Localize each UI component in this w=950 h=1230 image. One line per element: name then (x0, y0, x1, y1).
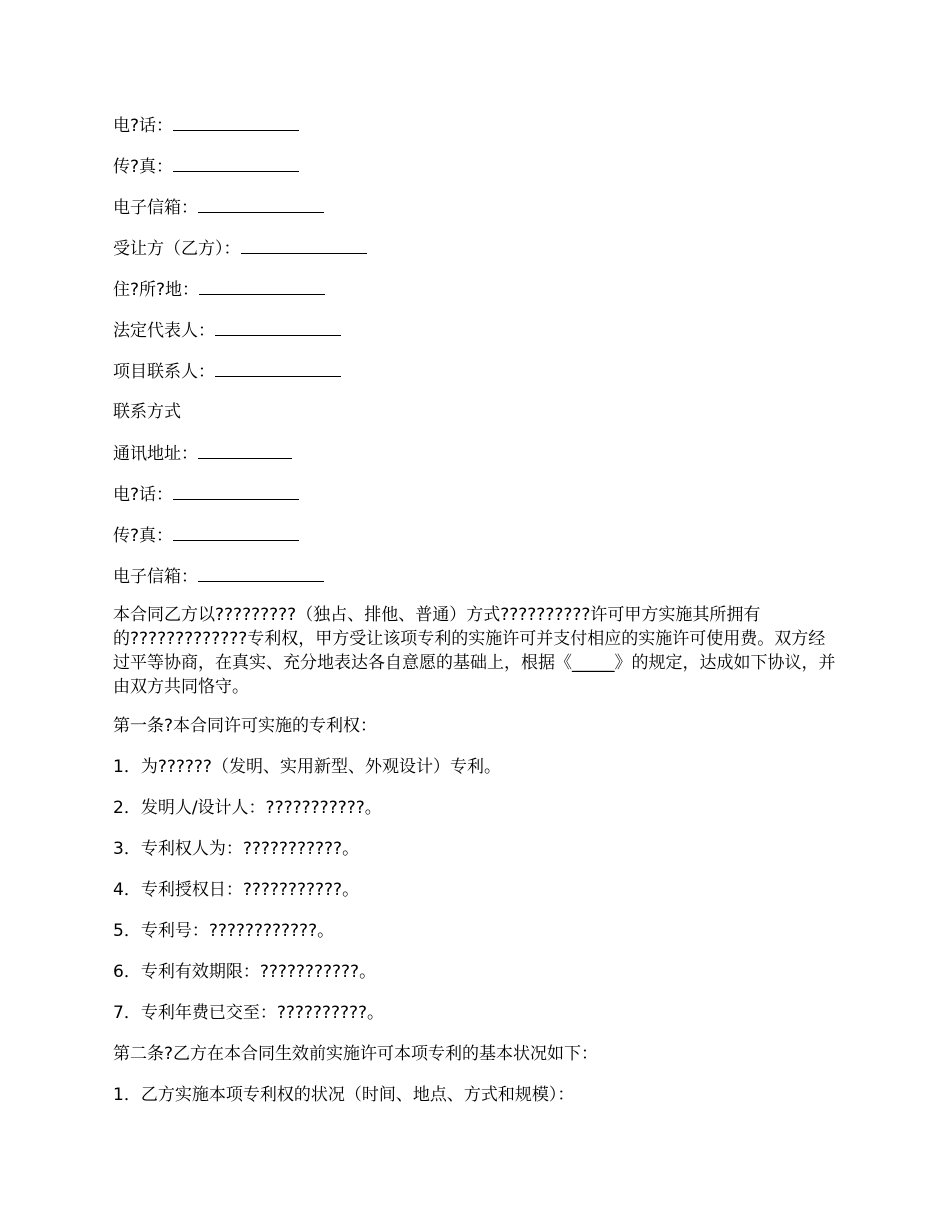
project-contact-blank (215, 359, 341, 377)
mail-address-label: 通讯地址： (113, 444, 198, 464)
party-b-email-line (113, 564, 324, 589)
article-1-item: 4．专利授权日：???????????。 (113, 880, 360, 900)
phone-label: 电?话： (113, 485, 174, 505)
party-b-legal-rep-line (113, 318, 341, 343)
party-b-address-line (113, 277, 325, 302)
party-b-blank (241, 236, 367, 254)
contact-method-heading: 联系方式 (113, 402, 181, 422)
article-1-item: 2．发明人/设计人：???????????。 (113, 798, 382, 818)
party-a-email-line (113, 195, 324, 220)
article-1-item: 1．为??????（发明、实用新型、外观设计）专利。 (113, 757, 501, 777)
party-b-label: 受让方（乙方）： (113, 239, 241, 259)
project-contact-label: 项目联系人： (113, 362, 215, 382)
party-b-fax-line (113, 523, 299, 548)
party-a-phone-line (113, 113, 299, 138)
preamble-paragraph: 本合同乙方以?????????（独占、排他、普通）方式??????????许可甲方实施其所拥有的?????????????专利权，甲方受让该项专利的实施许可并支付相应的实施许可使用费。双方经过平等协商，在真实、充分地表达各自意愿的基础上，根据《_____》的规定，达成如下协议，并由双方共同恪守。 (113, 605, 836, 697)
phone-label: 电?话： (113, 116, 174, 136)
fax-label: 传?真： (113, 157, 174, 177)
phone-blank (173, 482, 299, 500)
article-1-item: 5．专利号：????????????。 (113, 921, 335, 941)
party-a-fax-line (113, 154, 299, 179)
address-label: 住?所?地： (113, 280, 200, 300)
fax-blank (173, 154, 299, 172)
party-b-project-contact-line (113, 359, 341, 384)
email-blank (198, 564, 324, 582)
email-label: 电子信箱： (113, 567, 198, 587)
legal-rep-label: 法定代表人： (113, 321, 215, 341)
article-1-item: 3．专利权人为：???????????。 (113, 839, 360, 859)
fax-label: 传?真： (113, 526, 174, 546)
party-b-phone-line (113, 482, 299, 507)
article-1-item: 6．专利有效期限：???????????。 (113, 962, 377, 982)
address-blank (199, 277, 325, 295)
email-blank (198, 195, 324, 213)
legal-rep-blank (215, 318, 341, 336)
article-1-title: 第一条?本合同许可实施的专利权： (113, 716, 378, 736)
article-2-item: 1．乙方实施本项专利权的状况（时间、地点、方式和规模）： (113, 1085, 575, 1105)
party-b-mail-address-line (113, 441, 292, 466)
mail-address-blank (198, 441, 292, 459)
article-2-title: 第二条?乙方在本合同生效前实施许可本项专利的基本状况如下： (113, 1044, 599, 1064)
email-label: 电子信箱： (113, 198, 198, 218)
article-1-item: 7．专利年费已交至：??????????。 (113, 1003, 385, 1023)
fax-blank (173, 523, 299, 541)
party-b-heading-line (113, 236, 367, 261)
phone-blank (173, 113, 299, 131)
